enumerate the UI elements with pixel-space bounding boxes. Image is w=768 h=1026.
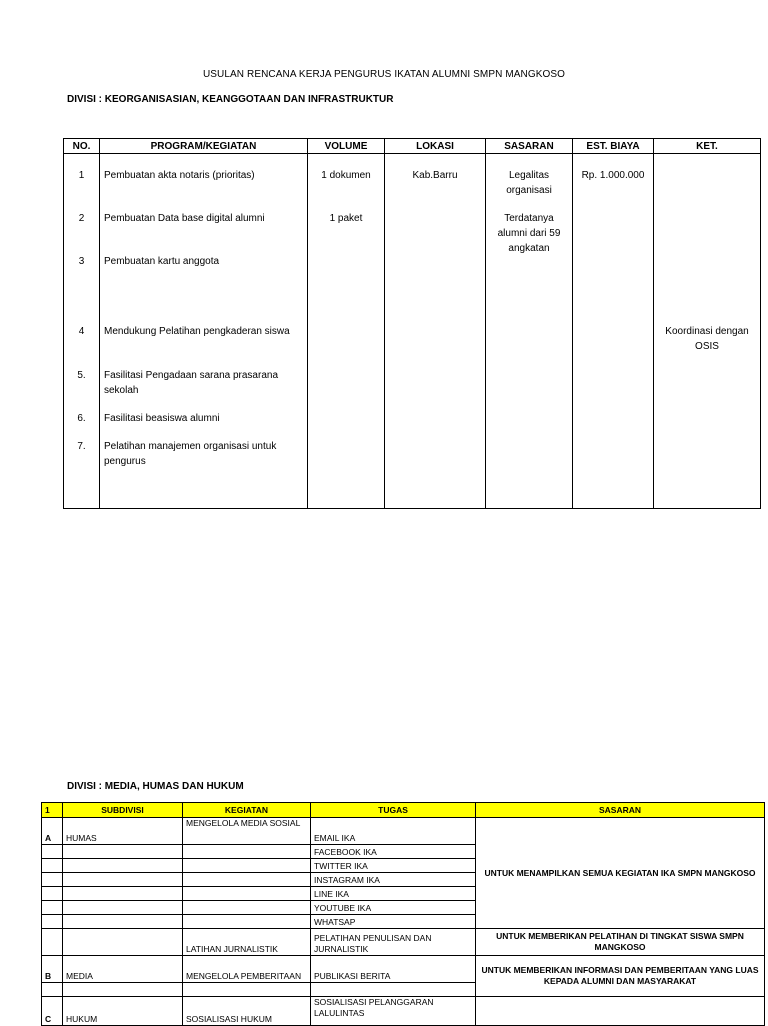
program-item: Fasilitasi beasiswa alumni	[104, 413, 220, 424]
subdivisi-cell: MEDIA	[63, 956, 183, 983]
row-letter: B	[42, 956, 63, 983]
row-number: 3	[78, 256, 85, 267]
subdivisi-cell: HUMAS	[63, 818, 183, 845]
header-lokasi: LOKASI	[385, 139, 486, 154]
row-letter: A	[42, 818, 63, 845]
tugas-cell: PUBLIKASI BERITA	[311, 956, 476, 983]
header-index: 1	[42, 803, 63, 818]
header-no: NO.	[64, 139, 100, 154]
media-table	[41, 802, 765, 1026]
volume-column	[308, 154, 385, 509]
program-item: Fasilitasi Pengadaan sarana prasarana sekolah	[104, 370, 278, 396]
table-row	[42, 956, 765, 983]
sasaran-value: Legalitas organisasi	[506, 170, 552, 196]
lokasi-value: Kab.Barru	[412, 170, 458, 181]
sasaran-value: Terdatanya alumni dari 59 angkatan	[497, 213, 561, 254]
table-row	[42, 818, 765, 845]
kegiatan-cell: MENGELOLA PEMBERITAAN	[183, 956, 311, 983]
ket-column	[654, 154, 761, 509]
biaya-column	[573, 154, 654, 509]
program-item: Mendukung Pelatihan pengkaderan siswa	[104, 326, 290, 337]
header-ket: KET.	[654, 139, 761, 154]
header-subdivisi: SUBDIVISI	[63, 803, 183, 818]
header-kegiatan: KEGIATAN	[183, 803, 311, 818]
divisi-heading-1: DIVISI : KEORGANISASIAN, KEANGGOTAAN DAN INFRASTRUKTUR	[67, 94, 394, 105]
sasaran-cell: UNTUK MENAMPILKAN SEMUA KEGIATAN IKA SMPN MANGKOSO	[476, 818, 765, 929]
tugas-cell: SOSIALISASI PELANGGARAN LALULINTAS	[311, 997, 476, 1026]
biaya-value: Rp. 1.000.000	[581, 170, 645, 181]
sasaran-column	[486, 154, 573, 509]
row-number: 5.	[77, 370, 86, 381]
header-sasaran: SASARAN	[476, 803, 765, 818]
volume-value: 1 dokumen	[321, 170, 371, 181]
volume-value: 1 paket	[329, 213, 363, 224]
header-biaya: EST. BIAYA	[573, 139, 654, 154]
header-tugas: TUGAS	[311, 803, 476, 818]
tugas-cell: TWITTER IKA	[311, 859, 476, 873]
lokasi-column	[385, 154, 486, 509]
row-number: 1	[78, 170, 85, 181]
row-number: 4	[78, 326, 85, 337]
no-column	[64, 154, 100, 509]
tugas-cell: WHATSAP	[311, 915, 476, 929]
tugas-cell: LINE IKA	[311, 887, 476, 901]
table-row	[42, 997, 765, 1026]
header-program: PROGRAM/KEGIATAN	[100, 139, 308, 154]
tugas-cell: EMAIL IKA	[311, 818, 476, 845]
row-number: 2	[78, 213, 85, 224]
program-item: Pelatihan manajemen organisasi untuk pengurus	[104, 441, 277, 467]
row-number: 7.	[77, 441, 86, 452]
program-table	[63, 138, 761, 509]
header-sasaran: SASARAN	[486, 139, 573, 154]
tugas-cell: YOUTUBE IKA	[311, 901, 476, 915]
row-letter: C	[42, 997, 63, 1026]
program-table-body	[64, 154, 761, 509]
program-item: Pembuatan akta notaris (prioritas)	[104, 170, 255, 181]
row-number: 6.	[77, 413, 86, 424]
program-column	[100, 154, 308, 509]
tugas-cell: INSTAGRAM IKA	[311, 873, 476, 887]
sasaran-cell: UNTUK MEMBERIKAN INFORMASI DAN PEMBERITAAN YANG LUAS KEPADA ALUMNI DAN MASYARAKAT	[476, 956, 765, 997]
table-row	[42, 929, 765, 956]
ket-value: Koordinasi dengan OSIS	[665, 326, 749, 352]
kegiatan-cell: SOSIALISASI HUKUM	[183, 997, 311, 1026]
tugas-cell: FACEBOOK IKA	[311, 845, 476, 859]
sasaran-cell: UNTUK MEMBERIKAN PELATIHAN DI TINGKAT SISWA SMPN MANGKOSO	[476, 929, 765, 956]
program-table-header	[64, 139, 761, 154]
program-item: Pembuatan Data base digital alumni	[104, 213, 265, 224]
document-title: USULAN RENCANA KERJA PENGURUS IKATAN ALUMNI SMPN MANGKOSO	[202, 69, 566, 80]
kegiatan-cell: LATIHAN JURNALISTIK	[183, 929, 311, 956]
media-table-header	[42, 803, 765, 818]
tugas-cell: PELATIHAN PENULISAN DAN JURNALISTIK	[311, 929, 476, 956]
header-volume: VOLUME	[308, 139, 385, 154]
divisi-heading-2: DIVISI : MEDIA, HUMAS DAN HUKUM	[67, 781, 244, 792]
program-item: Pembuatan kartu anggota	[104, 256, 220, 267]
subdivisi-cell: HUKUM	[63, 997, 183, 1026]
kegiatan-cell: MENGELOLA MEDIA SOSIAL	[183, 818, 311, 845]
